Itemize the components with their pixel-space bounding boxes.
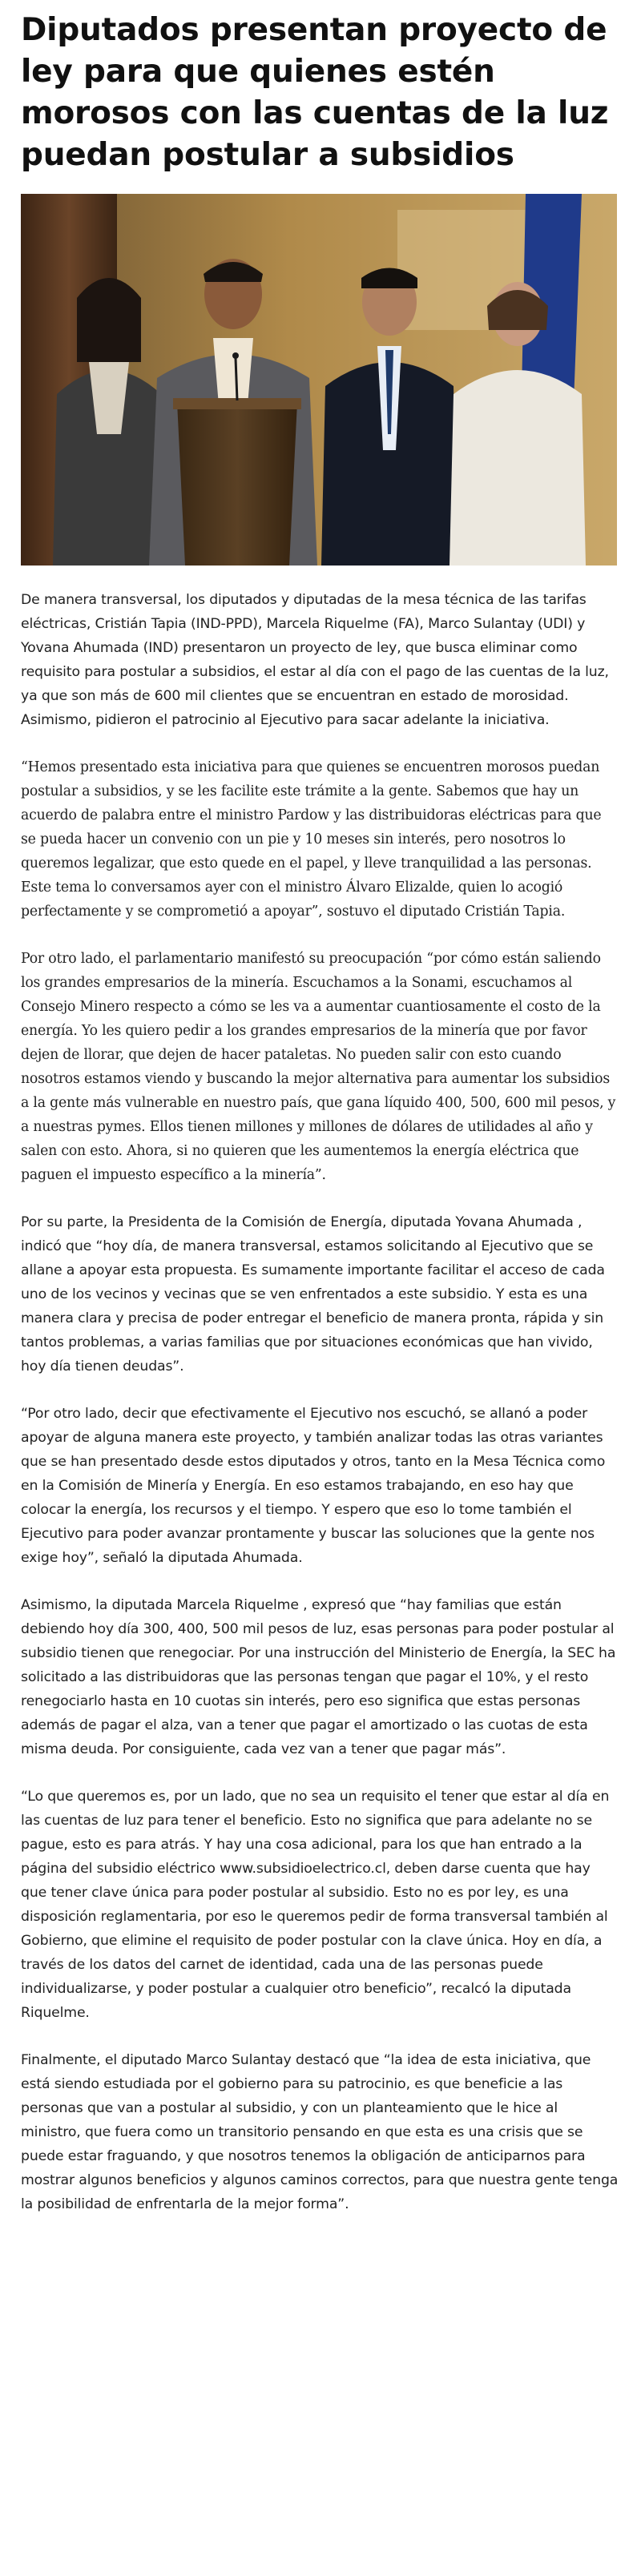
press-conference-photo [21, 194, 617, 566]
article-paragraph: Asimismo, la diputada Marcela Riquelme , expresó que “hay familias que están debiendo hoy día 300, 400, 500 mil pesos de luz, esas personas para poder postular al subsidio tienen que renegociar. Por una instrucción del Ministerio de Energía, la SEC ha solicitado a las distribuidoras que las personas tengan que pagar el 10%, y el resto renegociarlo hasta en 10 cuotas sin interés, pero eso significa que estas personas además de pagar el alza, van a tener que pagar el amortizado o las cuotas de esta misma deuda. Por consiguiente, cada vez van a tener que pagar más”. [21, 1597, 616, 1757]
article-paragraph: Finalmente, el diputado Marco Sulantay destacó que “la idea de esta iniciativa, que está siendo estudiada por el gobierno para su patrocinio, es que beneficie a las personas que van a postular al subsidio, y con un planteamiento que le hice al ministro, que fuera como un transitorio pensando en que esta es una crisis que se puede estar fraguando, y que nosotros tenemos la obligación de anticiparnos para mostrar algunos beneficios y algunos caminos correctos, para que nuestra gente tenga la posibilidad de enfrentarla de la mejor forma”. [21, 2052, 619, 2212]
article-body [21, 588, 620, 2216]
article-paragraph: Por otro lado, el parlamentario manifestó su preocupación “por cómo están saliendo los grandes empresarios de la minería. Escuchamos a la Sonami, escuchamos al Consejo Minero respecto a cómo se les va a aumentar cuantiosamente el costo de la energía. Yo les quiero pedir a los grandes empresarios de la minería que por favor dejen de llorar, que dejen de hacer pataletas. No pueden salir con esto cuando nosotros estamos viendo y buscando la mejor alternativa para aumentar los subsidios a la gente más vulnerable en nuestro país, que gana líquido 400, 500, 600 mil pesos, y a nuestras pymes. Ellos tienen millones y millones de dólares de utilidades al año y salen con esto. Ahora, si no quieren que les aumentemos la energía eléctrica que paguen el impuesto específico a la minería”. [21, 951, 616, 1183]
article-paragraph: Por su parte, la Presidenta de la Comisión de Energía, diputada Yovana Ahumada , indicó que “hoy día, de manera transversal, estamos solicitando al Ejecutivo que se allane a apoyar esta propuesta. Es sumamente importante facilitar el acceso de cada uno de los vecinos y vecinas que se ven enfrentados a este subsidio. Y esta es una manera clara y precisa de poder entregar el beneficio de manera pronta, rápida y sin tantos problemas, a varias familias que por situaciones económicas que han vivido, hoy día tienen deudas”. [21, 1214, 605, 1375]
article-paragraph: “Por otro lado, decir que efectivamente el Ejecutivo nos escuchó, se allanó a poder apoyar de alguna manera este proyecto, y también analizar todas las otras variantes que se han presentado desde estos diputados y otros, tanto en la Mesa Técnica como en la Comisión de Minería y Energía. En eso estamos trabajando, en eso hay que colocar la energía, los recursos y el tiempo. Y espero que eso lo tome también el Ejecutivo para poder avanzar prontamente y buscar las soluciones que la gente nos exige hoy”, señaló la diputada Ahumada. [21, 1406, 606, 1566]
article-paragraph: “Lo que queremos es, por un lado, que no sea un requisito el tener que estar al día en las cuentas de luz para tener el beneficio. Esto no significa que para adelante no se pague, esto es para atrás. Y hay una cosa adicional, para los que han entrado a la página del subsidio eléctrico www.subsidioelectrico.cl, deben darse cuenta que hay que tener clave única para poder postular al subsidio. Esto no es por ley, es una disposición reglamentaria, por eso le queremos pedir de forma transversal también al Gobierno, que elimine el requisito de poder postular con la clave única. Hoy en día, a través de los datos del carnet de identidad, cada una de las personas puede individualizarse, y poder postular a cualquier otro beneficio”, recalcó la diputada Riquelme. [21, 1789, 610, 2021]
article-paragraph: De manera transversal, los diputados y diputadas de la mesa técnica de las tarifas eléctricas, Cristián Tapia (IND-PPD), Marcela Riquelme (FA), Marco Sulantay (UDI) y Yovana Ahumada (IND) presentaron un proyecto de ley, que busca eliminar como requisito para postular a subsidios, el estar al día con el pago de las cuentas de la luz, ya que son más de 600 mil clientes que se encuentran en estado de morosidad. Asimismo, pidieron el patrocinio al Ejecutivo para sacar adelante la iniciativa. [21, 592, 609, 728]
article-paragraph: “Hemos presentado esta iniciativa para que quienes se encuentren morosos puedan postular a subsidios, y se les facilite este trámite a la gente. Sabemos que hay un acuerdo de palabra entre el ministro Pardow y las distribuidoras eléctricas para que se pueda hacer un convenio con un pie y 10 meses sin interés, pero nosotros lo queremos legalizar, que esto quede en el papel, y lleve tranquilidad a las personas. Este tema lo conversamos ayer con el ministro Álvaro Elizalde, quien lo acogió perfectamente y se comprometió a apoyar”, sostuvo el diputado Cristián Tapia. [21, 759, 602, 920]
article-title: Diputados presentan proyecto de ley para que quienes estén morosos con las cuentas de la luz puedan postular a subsidios [21, 12, 609, 173]
